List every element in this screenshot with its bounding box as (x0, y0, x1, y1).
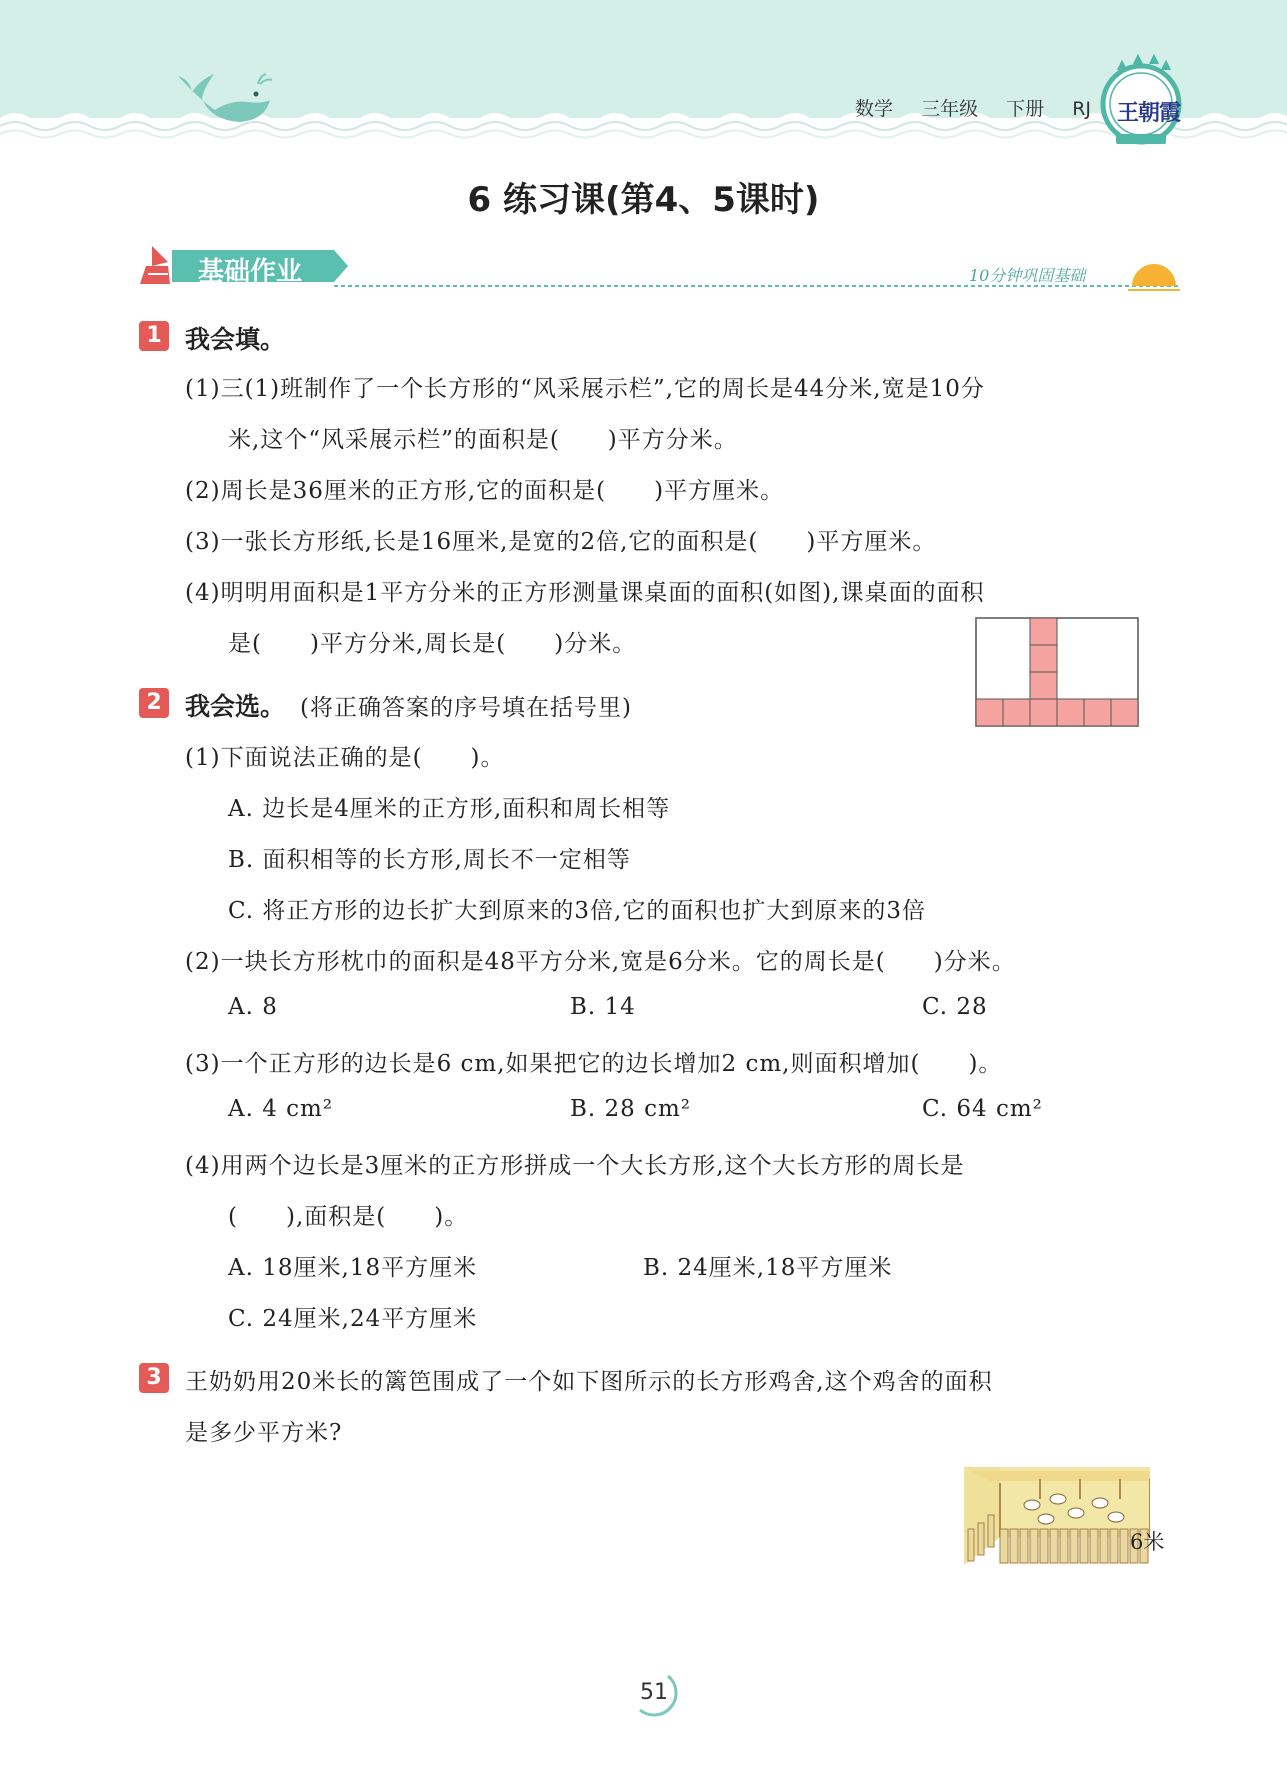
subject-label: 数学 (855, 98, 894, 120)
q1-line: 米,这个“风采展示栏”的面积是( )平方分米。 (228, 427, 738, 453)
q2-part3-option-b: B. 28 cm² (570, 1096, 692, 1122)
q2-part4-option-b: B. 24厘米,18平方厘米 (643, 1255, 893, 1281)
q1-line: (4)明明用面积是1平方分米的正方形测量课桌面的面积(如图),课桌面的面积 (185, 580, 985, 606)
grade-label: 三年级 (921, 98, 979, 120)
coop-width-label: 6米 (1130, 1530, 1165, 1554)
q2-part3-option-c: C. 64 cm² (922, 1096, 1043, 1122)
q2-part3-option-a: A. 4 cm² (228, 1096, 334, 1122)
question-number-2: 2 (139, 688, 169, 718)
chicken-coop-illustration (960, 1465, 1150, 1565)
q2-part4-option-c: C. 24厘米,24平方厘米 (228, 1306, 478, 1332)
whale-icon (170, 70, 280, 135)
question-number-3: 3 (139, 1363, 169, 1393)
q2-part4-stem: ( ),面积是( )。 (228, 1204, 469, 1230)
q2-part1-stem: (1)下面说法正确的是( )。 (185, 745, 505, 771)
q3-line: 是多少平方米? (185, 1420, 343, 1446)
q2-part1-option-c: C. 将正方形的边长扩大到原来的3倍,它的面积也扩大到原来的3倍 (228, 898, 926, 924)
q1-line: (3)一张长方形纸,长是16厘米,是宽的2倍,它的面积是( )平方厘米。 (185, 529, 937, 555)
q2-part1-option-b: B. 面积相等的长方形,周长不一定相等 (228, 847, 631, 873)
q2-part2-option-c: C. 28 (922, 994, 988, 1020)
q2-part4-option-a: A. 18厘米,18平方厘米 (228, 1255, 478, 1281)
question-note-2: (将正确答案的序号填在括号里) (300, 695, 632, 721)
q2-part2-option-b: B. 14 (570, 994, 636, 1020)
section-label: 基础作业 (198, 257, 303, 287)
q1-line: 是( )平方分米,周长是( )分米。 (228, 631, 637, 657)
page-title: 6 练习课(第4、5课时) (467, 180, 820, 220)
question-title-1: 我会填。 (185, 325, 286, 354)
q2-part3-stem: (3)一个正方形的边长是6 cm,如果把它的边长增加2 cm,则面积增加( )。 (185, 1051, 1003, 1077)
page-number: 51 (640, 1680, 668, 1705)
section-hint: 10分钟巩固基础 (969, 266, 1086, 285)
q2-part2-stem: (2)一块长方形枕巾的面积是48平方分米,宽是6分米。它的周长是( )分米。 (185, 949, 1016, 975)
q2-part4-stem: (4)用两个边长是3厘米的正方形拼成一个大长方形,这个大长方形的周长是 (185, 1153, 965, 1179)
q3-line: 王奶奶用20米长的篱笆围成了一个如下图所示的长方形鸡舍,这个鸡舍的面积 (185, 1369, 993, 1395)
logo-text: 王朝霞 (1117, 100, 1181, 126)
header-meta (855, 94, 1113, 121)
volume-label: 下册 (1006, 98, 1045, 120)
desk-grid-figure (975, 617, 1141, 729)
q1-line: (2)周长是36厘米的正方形,它的面积是( )平方厘米。 (185, 478, 785, 504)
question-title-2: 我会选。 (185, 692, 286, 721)
edition-label: RJ (1072, 98, 1091, 120)
q2-part2-option-a: A. 8 (228, 994, 278, 1020)
q1-line: (1)三(1)班制作了一个长方形的“风采展示栏”,它的周长是44分米,宽是10分 (185, 376, 985, 402)
question-number-1: 1 (139, 321, 169, 351)
q2-part1-option-a: A. 边长是4厘米的正方形,面积和周长相等 (228, 796, 671, 822)
